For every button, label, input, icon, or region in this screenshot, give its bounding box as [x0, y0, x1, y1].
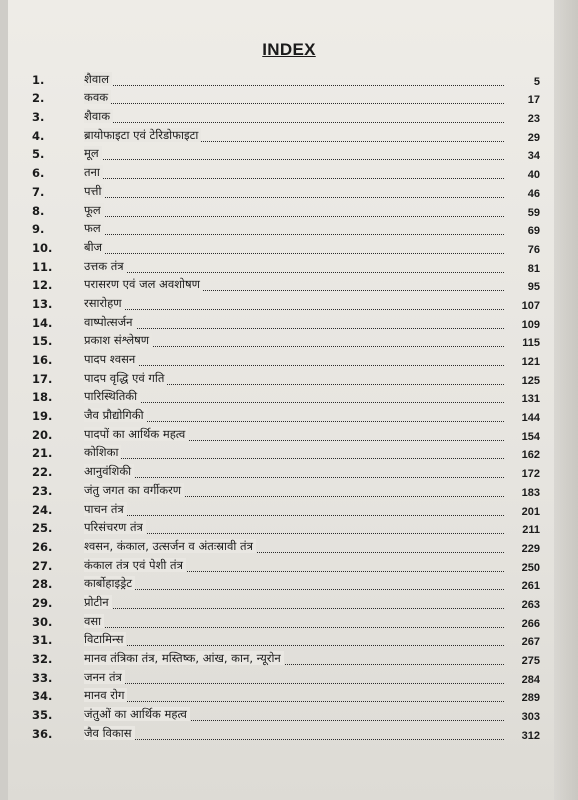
page-number: 29 — [527, 131, 540, 144]
chapter-title: पादप श्वसन — [84, 352, 138, 366]
page-number: 312 — [521, 729, 540, 742]
toc-entry — [12, 481, 552, 500]
chapter-title: जंतुओं का आर्थिक महत्व — [84, 707, 190, 721]
page-number: 261 — [521, 580, 540, 593]
toc-entry — [12, 575, 552, 594]
chapter-title: रसारोहण — [84, 296, 125, 310]
chapter-title: मानव रोग — [84, 688, 127, 702]
chapter-number: 4. — [32, 128, 45, 143]
page-number: 5 — [533, 75, 540, 88]
page-number: 109 — [521, 318, 540, 331]
page-number: 303 — [521, 711, 540, 724]
chapter-title: कंकाल तंत्र एवं पेशी तंत्र — [84, 558, 186, 572]
toc-entry — [12, 537, 552, 556]
chapter-title: शैवाक — [84, 109, 113, 123]
chapter-number: 5. — [32, 147, 45, 162]
chapter-number: 16. — [32, 353, 53, 367]
toc-entry — [12, 294, 552, 313]
chapter-title: पत्ती — [84, 184, 104, 198]
toc-entry — [12, 276, 552, 295]
toc-entry — [12, 182, 552, 201]
chapter-number: 25. — [32, 521, 53, 536]
chapter-number: 36. — [32, 726, 53, 741]
chapter-number: 34. — [32, 689, 53, 704]
page-number: 229 — [521, 542, 540, 555]
dot-leader — [84, 515, 504, 516]
dot-leader — [84, 197, 504, 198]
page-number: 154 — [521, 430, 540, 443]
dot-leader — [84, 216, 504, 217]
toc-entry — [12, 369, 552, 388]
page-number: 107 — [521, 299, 540, 312]
dot-leader — [84, 627, 504, 628]
toc-entry — [12, 107, 552, 126]
toc-entry — [12, 500, 552, 519]
chapter-title: तना — [84, 165, 103, 179]
chapter-title: शैवाल — [84, 72, 112, 86]
page-number: 40 — [527, 169, 540, 182]
page-number: 266 — [521, 617, 540, 630]
chapter-number: 26. — [32, 539, 53, 554]
chapter-title: फल — [84, 221, 104, 235]
dot-leader — [84, 309, 504, 310]
chapter-number: 11. — [32, 259, 53, 274]
chapter-number: 32. — [32, 652, 53, 666]
page-number: 17 — [527, 94, 540, 107]
dot-leader — [84, 159, 504, 160]
dot-leader — [84, 608, 504, 609]
chapter-title: वसा — [84, 614, 104, 628]
toc-entry — [12, 388, 552, 407]
chapter-number: 29. — [32, 595, 53, 610]
chapter-title: जनन तंत्र — [84, 670, 125, 684]
toc-entry — [12, 425, 552, 444]
page-number: 76 — [527, 243, 540, 256]
page-number: 115 — [522, 337, 540, 350]
page-number: 267 — [521, 636, 540, 649]
chapter-title: वाष्पोत्सर्जन — [84, 315, 136, 329]
page-edge-left — [0, 0, 8, 800]
dot-leader — [84, 458, 504, 459]
chapter-number: 15. — [32, 334, 53, 349]
toc-entry — [12, 519, 552, 538]
chapter-title: फूल — [84, 203, 104, 217]
chapter-title: विटामिन्स — [84, 632, 126, 646]
page-number: 95 — [527, 281, 540, 294]
chapter-number: 10. — [32, 240, 53, 255]
dot-leader — [84, 477, 504, 478]
toc-entry — [12, 593, 552, 612]
chapter-number: 9. — [32, 222, 45, 237]
toc-entry — [12, 220, 552, 239]
chapter-number: 24. — [32, 502, 53, 517]
chapter-number: 35. — [32, 708, 53, 723]
toc-entry — [12, 145, 552, 164]
chapter-number: 7. — [32, 184, 45, 199]
toc-entry — [12, 126, 552, 145]
chapter-title: श्वसन, कंकाल, उत्सर्जन व अंतःस्रावी तंत्र — [84, 539, 256, 553]
page-number: 59 — [527, 206, 540, 219]
chapter-number: 23. — [32, 483, 53, 498]
dot-leader — [84, 421, 504, 422]
page-number: 275 — [521, 655, 540, 667]
page-number: 183 — [521, 486, 540, 499]
page-number: 131 — [521, 393, 540, 406]
toc-entry — [12, 406, 552, 425]
chapter-title: प्रकाश संश्लेषण — [84, 333, 152, 347]
page-number: 284 — [521, 673, 540, 686]
chapter-number: 13. — [32, 296, 53, 311]
dot-leader — [84, 739, 504, 740]
toc-entry — [12, 649, 552, 668]
chapter-title: कवक — [84, 90, 111, 104]
chapter-number: 28. — [32, 577, 53, 592]
chapter-title: कार्बोहाइड्रेट — [84, 576, 135, 590]
toc-entry — [12, 238, 552, 257]
toc-entry — [12, 631, 552, 650]
toc-entry — [12, 462, 552, 481]
chapter-number: 8. — [32, 203, 45, 218]
dot-leader — [84, 122, 504, 123]
dot-leader — [84, 701, 504, 702]
page-number: 172 — [521, 468, 540, 481]
toc-entry — [12, 70, 552, 89]
chapter-title: मानव तंत्रिका तंत्र, मस्तिष्क, आंख, कान, न्यूरोन — [84, 651, 284, 665]
toc-entry — [12, 89, 552, 108]
chapter-title: जंतु जगत का वर्गीकरण — [84, 483, 184, 497]
toc-entry — [12, 257, 552, 276]
dot-leader — [84, 328, 504, 329]
toc-entry — [12, 444, 552, 463]
chapter-number: 2. — [32, 91, 45, 106]
chapter-title: प्रोटीन — [84, 595, 112, 609]
toc-entry — [12, 705, 552, 724]
toc-entry — [12, 687, 552, 706]
chapter-number: 33. — [32, 670, 53, 685]
dot-leader — [84, 85, 504, 86]
chapter-title: ब्रायोफाइटा एवं टेरिडोफाइटा — [84, 128, 201, 142]
chapter-title: परिसंचरण तंत्र — [84, 520, 146, 534]
toc-entry — [12, 612, 552, 631]
chapter-title: जैव प्रौद्योगिकी — [84, 408, 147, 422]
chapter-number: 30. — [32, 614, 53, 629]
chapter-title: कोशिका — [84, 445, 121, 459]
page-number: 125 — [521, 374, 540, 387]
chapter-number: 18. — [32, 390, 53, 405]
page-number: 121 — [521, 356, 540, 368]
chapter-number: 17. — [32, 371, 53, 386]
table-of-contents — [12, 70, 552, 743]
chapter-title: उत्तक तंत्र — [84, 259, 127, 273]
dot-leader — [84, 272, 504, 273]
dot-leader — [84, 645, 504, 646]
chapter-title: मूल — [84, 146, 102, 160]
toc-entry — [12, 668, 552, 687]
toc-entry — [12, 724, 552, 743]
chapter-number: 1. — [32, 72, 45, 87]
chapter-title: पादप वृद्धि एवं गति — [84, 371, 167, 385]
dot-leader — [84, 402, 504, 403]
chapter-number: 21. — [32, 446, 53, 461]
page-number: 46 — [527, 187, 540, 200]
chapter-title: बीज — [84, 240, 105, 254]
chapter-number: 27. — [32, 558, 53, 573]
page-number: 34 — [527, 150, 540, 163]
page-number: 162 — [521, 449, 540, 462]
chapter-title: आनुवंशिकी — [84, 464, 134, 478]
chapter-title: परासरण एवं जल अवशोषण — [84, 277, 203, 291]
chapter-number: 6. — [32, 166, 45, 181]
page-number: 81 — [527, 262, 540, 275]
dot-leader — [84, 253, 504, 254]
page-number: 250 — [521, 561, 540, 574]
chapter-title: पारिस्थितिकी — [84, 389, 140, 403]
chapter-number: 20. — [32, 427, 53, 442]
dot-leader — [84, 103, 504, 104]
page-number: 23 — [527, 113, 540, 126]
chapter-title: पाचन तंत्र — [84, 502, 127, 516]
dot-leader — [84, 533, 504, 534]
toc-entry — [12, 201, 552, 220]
toc-entry — [12, 332, 552, 351]
dot-leader — [84, 683, 504, 684]
chapter-number: 31. — [32, 633, 53, 648]
toc-entry — [12, 556, 552, 575]
page-number: 69 — [527, 225, 540, 238]
index-heading: INDEX — [262, 40, 316, 59]
chapter-number: 22. — [32, 465, 53, 480]
chapter-title: पादपों का आर्थिक महत्व — [84, 427, 188, 441]
chapter-title: जैव विकास — [84, 726, 135, 740]
chapter-number: 12. — [32, 278, 53, 293]
chapter-number: 19. — [32, 409, 53, 424]
chapter-number: 3. — [32, 110, 45, 125]
toc-entry — [12, 313, 552, 332]
dot-leader — [84, 365, 504, 366]
dot-leader — [84, 178, 504, 179]
dot-leader — [84, 234, 504, 235]
toc-entry — [12, 163, 552, 182]
dot-leader — [84, 589, 504, 590]
page-number: 144 — [521, 412, 540, 425]
chapter-number: 14. — [32, 315, 53, 330]
toc-entry — [12, 350, 552, 369]
page-number: 211 — [522, 524, 540, 537]
page-edge-right — [554, 0, 578, 800]
page-number: 263 — [521, 598, 540, 611]
page-number: 289 — [521, 692, 540, 705]
page-number: 201 — [521, 505, 540, 518]
